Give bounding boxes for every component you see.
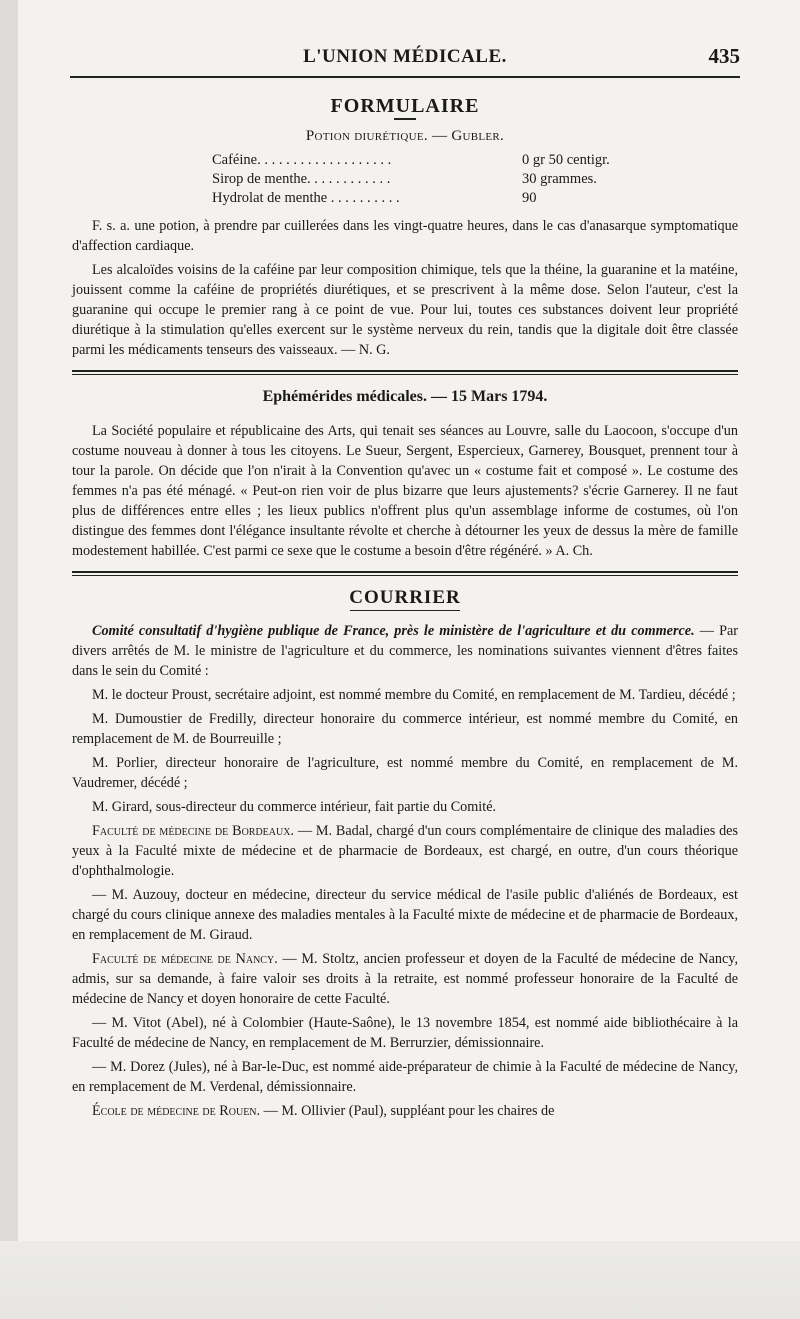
nancy-text: — M. Stoltz, ancien professeur et doyen de la Faculté de médecine de Nancy, admis, sur sa demande, à faire valoir ses droits à la retraite, est nommé professeur honoraire de la Faculté de médecine de Nancy et doyen honoraire de cette Faculté. <box>72 951 738 1007</box>
page-number: 435 <box>708 44 740 68</box>
formula-table <box>212 151 738 208</box>
article-column <box>72 92 738 1125</box>
ingredient-name: Sirop de menthe. . . . . . . . . . . . <box>212 171 391 187</box>
scan-margin <box>0 1241 800 1319</box>
comite-paragraph <box>72 621 738 681</box>
bordeaux-paragraph <box>72 821 738 881</box>
ephemerides-title <box>72 387 738 407</box>
ephemerides-heading: Ephémérides médicales. <box>262 388 427 405</box>
rouen-text: — M. Ollivier (Paul), suppléant pour les chaires de <box>260 1103 555 1119</box>
comite-lead: Comité consultatif d'hygiène publique de France, près le ministère de l'agriculture et du commerce. <box>92 623 695 639</box>
comite-text: — Par divers arrêtés de M. le ministre de l'agriculture et du commerce, les nominations suivantes viennent d'êtres faites dans le sein du Comité : <box>72 623 738 679</box>
header-rule <box>70 76 740 78</box>
nomination-item: M. le docteur Proust, secrétaire adjoint, est nommé membre du Comité, en remplacement de M. Tardieu, décédé ; <box>92 687 736 703</box>
nancy-lead: Faculté de médecine de Nancy. <box>92 951 278 967</box>
ingredient-dose: 30 grammes. <box>522 171 597 187</box>
page-header <box>70 46 740 80</box>
nomination-item: M. Dumoustier de Fredilly, directeur honoraire du commerce intérieur, est nommé membre du Comité, en remplacement de M. de Bourreuille ; <box>72 711 738 747</box>
page-edge <box>0 0 18 1319</box>
section-divider <box>72 370 738 375</box>
nancy-paragraph <box>72 949 738 1009</box>
formula-commentary: Les alcaloïdes voisins de la caféine par leur composition chimique, tels que la théine, la guaranine et la matéine, jouissent comme la caféine de propriétés diurétiques, et se prescrivent à la même dose. Selon l'auteur, c'est la guaranine qui occupe le premier rang à ce point de vue. Pour lui, toutes ces substances doivent leur propriété diurétique à la stimulation qu'elles exercent sur le système nerveux du rein, tandis que la digitale doit être classée parmi les médicaments tenseurs des vaisseaux. — N. G. <box>72 262 738 358</box>
nomination-item: M. Girard, sous-directeur du commerce intérieur, fait partie du Comité. <box>92 799 497 815</box>
formulaire-title: FORMULAIRE <box>72 96 738 120</box>
formula-row <box>212 189 738 208</box>
ephemerides-text: La Société populaire et républicaine des Arts, qui tenait ses séances au Louvre, salle du Laocoon, s'occupe d'un costume nouveau à donner à tous les citoyens. Le Sueur, Sergent, Espercieux, Garnerey, Bousquet, prennent tour à tour la parole. On décide que l'on n'irait à la Convention qu'avec un « costume fait et composé ». Le costume des femmes n'a pas été ménagé. « Peut-on rien voir de plus bizarre que leurs ajustements? s'écrie Garnerey. Il ne faut plus de différences entre elles ; les lieux publics n'offrent plus qu'un assemblage informe de costumes, où l'on distingue des femmes dont l'élégance insultante révolte et cherche à détourner les yeux de dessus la mère de famille modestement habillée. C'est parmi ce sexe que le costume a besoin d'être régénéré. » A. Ch. <box>72 423 738 559</box>
ingredient-name: Hydrolat de menthe . . . . . . . . . . <box>212 190 400 206</box>
section-divider <box>72 571 738 576</box>
formula-instructions: F. s. a. une potion, à prendre par cuillerées dans les vingt-quatre heures, dans le cas d'anasarque symptomatique d'affection cardiaque. <box>72 218 738 254</box>
nancy-paragraph-2: — M. Vitot (Abel), né à Colombier (Haute-Saône), le 13 novembre 1854, est nommé aide bibliothécaire à la Faculté de médecine de Nancy, en remplacement de M. Berrurzier, démissionnaire. <box>72 1015 738 1051</box>
ingredient-dose: 90 <box>522 190 537 206</box>
rouen-lead: École de médecine de Rouen. <box>92 1103 261 1119</box>
ephemerides-date: — 15 Mars 1794. <box>430 388 548 405</box>
running-title: L'UNION MÉDICALE. <box>303 46 507 67</box>
courrier-title: COURRIER <box>72 588 738 611</box>
bordeaux-text: — M. Badal, chargé d'un cours complémentaire de clinique des maladies des yeux à la Faculté mixte de médecine et de pharmacie de Bordeaux, est chargé, en outre, d'un cours théorique d'ophthalmologie. <box>72 823 738 879</box>
rouen-paragraph <box>72 1101 738 1121</box>
ingredient-name: Caféine. . . . . . . . . . . . . . . . . . . <box>212 152 392 168</box>
formula-row <box>212 170 738 189</box>
formula-row <box>212 151 738 170</box>
nomination-item: M. Porlier, directeur honoraire de l'agriculture, est nommé membre du Comité, en remplacement de M. Vaudremer, décédé ; <box>72 755 738 791</box>
nancy-paragraph-3: — M. Dorez (Jules), né à Bar-le-Duc, est nommé aide-préparateur de chimie à la Faculté de médecine de Nancy, en remplacement de M. Verdenal, démissionnaire. <box>72 1059 738 1095</box>
ingredient-dose: 0 gr 50 centigr. <box>522 152 610 168</box>
bordeaux-lead: Faculté de médecine de Bordeaux. <box>92 823 295 839</box>
bordeaux-paragraph-2: — M. Auzouy, docteur en médecine, directeur du service médical de l'asile public d'aliénés de Bordeaux, est chargé du cours clinique annexe des maladies mentales à la Faculté mixte de médecine et de pharmacie de Bordeaux, en remplacement de M. Giraud. <box>72 887 738 943</box>
formula-subtitle: Potion diurétique. — Gubler. <box>305 128 505 144</box>
